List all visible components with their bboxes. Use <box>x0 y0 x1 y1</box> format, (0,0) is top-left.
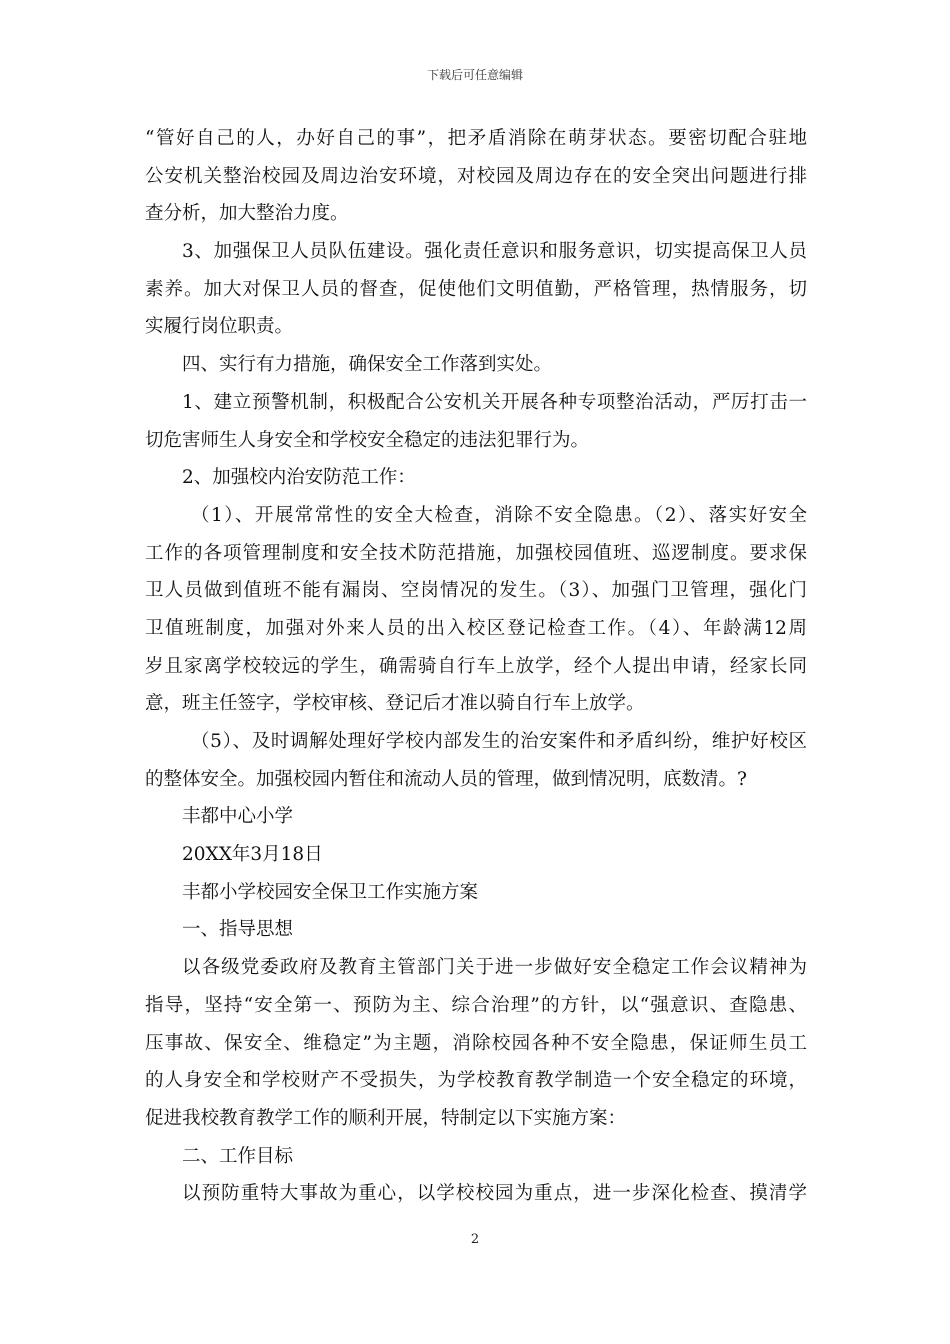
text-line: 实履行岗位职责。 <box>145 316 294 338</box>
page-number: 2 <box>470 1232 480 1247</box>
section-heading: 一、指导思想 <box>182 919 294 941</box>
text-line: 压事故、保安全、维稳定”为主题，消除校园各种不安全隐患，保证师生员工 <box>145 1032 807 1054</box>
text-line: 岁且家离学校较远的学生，确需骑自行车上放学，经个人提出申请，经家长同 <box>145 655 807 677</box>
text-line: 工作的各项管理制度和安全技术防范措施，加强校园值班、巡逻制度。要求保 <box>145 542 807 564</box>
text-line: 以各级党委政府及教育主管部门关于进一步做好安全稳定工作会议精神为 <box>182 957 807 979</box>
text-line: 的整体安全。加强校园内暂住和流动人员的管理，做到情况明，底数清。? <box>145 768 747 790</box>
text-line: 卫人员做到值班不能有漏岗、空岗情况的发生。（3）、加强门卫管理，强化门 <box>145 580 807 602</box>
text-line: 卫值班制度，加强对外来人员的出入校区登记检查工作。（4）、年龄满12周 <box>145 617 807 639</box>
signature-date: 20XX年3月18日 <box>182 844 323 866</box>
text-line: （1）、开展常常性的安全大检查，消除不安全隐患。（2）、落实好安全 <box>191 504 807 526</box>
text-line: （5）、及时调解处理好学校内部发生的治安案件和矛盾纠纷，维护好校区 <box>191 731 807 752</box>
text-line: 切危害师生人身安全和学校安全稳定的违法犯罪行为。 <box>145 429 590 451</box>
document-title: 丰都小学校园安全保卫工作实施方案 <box>182 881 479 903</box>
page-header: 下载后可任意编辑 <box>426 68 523 82</box>
signature-org: 丰都中心小学 <box>182 806 294 828</box>
text-line: 2、加强校内治安防范工作： <box>182 467 416 489</box>
section-heading: 二、工作目标 <box>182 1145 294 1167</box>
text-line: “管好自己的人，办好自己的事”，把矛盾消除在萌芽状态。要密切配合驻地 <box>145 128 807 149</box>
text-line: 以预防重特大事故为重心，以学校校园为重点，进一步深化检查、摸清学 <box>182 1183 807 1205</box>
text-line: 指导，坚持“安全第一、预防为主、综合治理”的方针，以“强意识、查隐患、 <box>145 994 807 1016</box>
document-body <box>145 120 807 1213</box>
text-line: 意，班主任签字，学校审核、登记后才准以骑自行车上放学。 <box>145 693 645 715</box>
section-heading: 四、实行有力措施，确保安全工作落到实处。 <box>182 354 553 376</box>
text-line: 1、建立预警机制，积极配合公安机关开展各种专项整治活动，严厉打击一 <box>182 391 807 413</box>
text-line: 素养。加大对保卫人员的督查，促使他们文明值勤，严格管理，热情服务，切 <box>145 278 807 300</box>
text-line: 3、加强保卫人员队伍建设。强化责任意识和服务意识，切实提高保卫人员 <box>182 241 807 263</box>
text-line: 查分析，加大整治力度。 <box>145 203 349 225</box>
text-line: 的人身安全和学校财产不受损失，为学校教育教学制造一个安全稳定的环境， <box>145 1070 807 1092</box>
text-line: 促进我校教育教学工作的顺利开展，特制定以下实施方案： <box>145 1107 627 1129</box>
text-line: 公安机关整治校园及周边治安环境，对校园及周边存在的安全突出问题进行排 <box>145 165 807 187</box>
